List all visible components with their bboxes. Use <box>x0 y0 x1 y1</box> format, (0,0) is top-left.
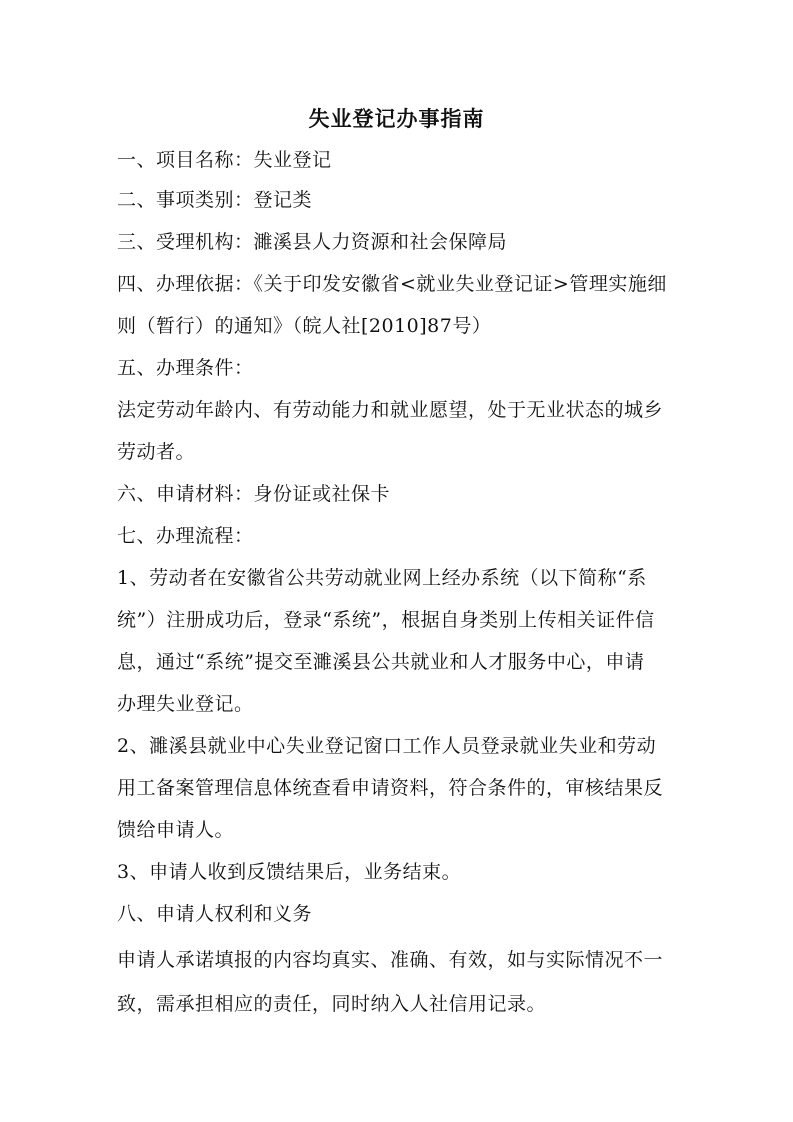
process-step3: 3、申请人收到反馈结果后，业务结束。 <box>117 861 462 883</box>
item-project-name: 一、项目名称：失业登记 <box>117 149 332 171</box>
process-step1-line-3: 息，通过“系统”提交至濉溪县公共就业和人才服务中心，申请 <box>117 651 645 673</box>
item-rights-heading: 八、申请人权利和义务 <box>117 903 313 925</box>
rights-text-line-2: 致，需承担相应的责任，同时纳入人社信用记录。 <box>117 993 547 1015</box>
conditions-text-line-2: 劳动者。 <box>117 441 196 463</box>
process-step2-line-3: 馈给申请人。 <box>117 819 235 841</box>
document-title: 失业登记办事指南 <box>308 106 485 131</box>
item-conditions-heading: 五、办理条件： <box>117 357 254 379</box>
item-basis-line-1: 四、办理依据：《关于印发安徽省<就业失业登记证>管理实施细 <box>117 273 667 295</box>
item-basis-line-2: 则（暂行）的通知》（皖人社[2010]87号） <box>117 315 492 337</box>
process-step1-line-1: 1、劳动者在安徽省公共劳动就业网上经办系统（以下简称“系 <box>117 567 647 589</box>
rights-text-line-1: 申请人承诺填报的内容均真实、准确、有效，如与实际情况不一 <box>117 949 664 971</box>
process-step1-line-4: 办理失业登记。 <box>117 693 254 715</box>
process-step1-line-2: 统”）注册成功后，登录“系统”，根据自身类别上传相关证件信 <box>117 609 655 631</box>
item-materials: 六、申请材料：身份证或社保卡 <box>117 483 391 505</box>
item-category: 二、事项类别：登记类 <box>117 189 313 211</box>
process-step2-line-1: 2、濉溪县就业中心失业登记窗口工作人员登录就业失业和劳动 <box>117 735 657 757</box>
process-step2-line-2: 用工备案管理信息体统查看申请资料，符合条件的，审核结果反 <box>117 777 664 799</box>
conditions-text-line-1: 法定劳动年龄内、有劳动能力和就业愿望，处于无业状态的城乡 <box>117 399 664 421</box>
item-agency: 三、受理机构：濉溪县人力资源和社会保障局 <box>117 231 508 253</box>
item-process-heading: 七、办理流程： <box>117 525 254 547</box>
